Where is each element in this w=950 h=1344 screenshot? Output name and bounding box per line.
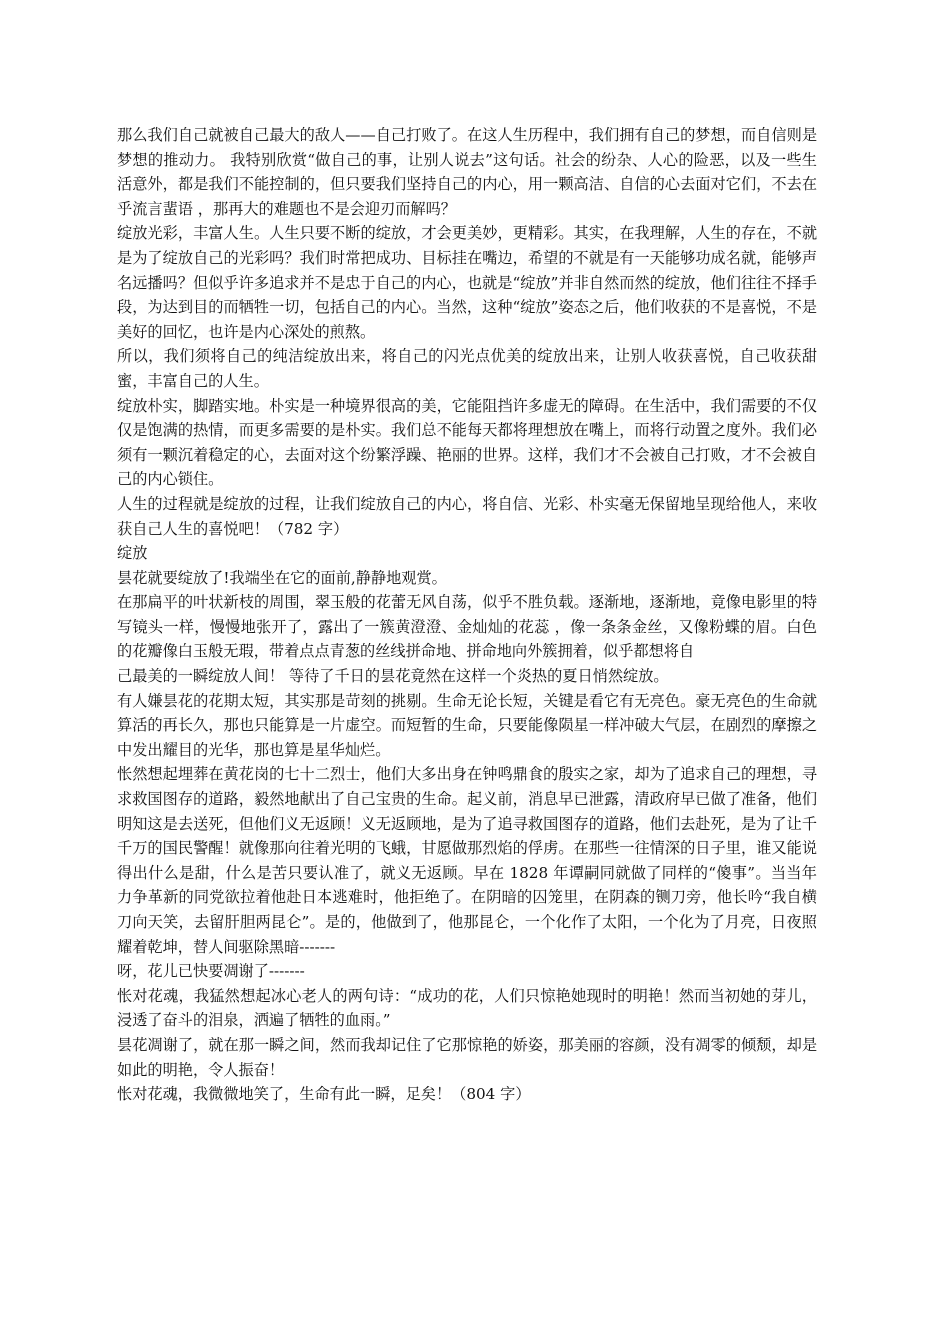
paragraph-huanghuagang-martyrs: 怅然想起埋葬在黄花岗的七十二烈士，他们大多出身在钟鸣鼎食的殷实之家，却为了追求自己的理想，寻求救国图存的道路，毅然地献出了自己宝贵的生命。起义前，消息早已泄露，清政府早已做了准备，他们明知这是去送死，但他们义无返顾！义无返顾地，是为了追寻救国图存的道路，他们去赴死，是为了让千千万的国民警醒！就像那向往着光明的飞蛾，甘愿做那烈焰的俘虏。在那些一往情深的日子里，谁又能说得出什么是甜，什么是苦只要认准了，就义无返顾。早在 1828 年谭嗣同就做了同样的“傻事”。当当年力争革新的同党欲拉着他赴日本逃难时，他拒绝了。在阴暗的囚笼里，在阴森的铡刀旁，他长吟“我自横刀向天笑，去留肝胆两昆仑”。是的，他做到了，他那昆仑，一个化作了太阳，一个化为了月亮，日夜照耀着乾坤，替人间驱除黑暗------- <box>117 765 817 956</box>
paragraph-life-brightness: 有人嫌昙花的花期太短，其实那是苛刻的挑剔。生命无论长短，关键是看它有无亮色。豪无亮色的生命就算活的再长久，那也只能算是一片虚空。而短暂的生命，只要能像陨星一样冲破大气层，在剧烈的摩擦之中发出耀目的光华，那也算是星华灿烂。 <box>117 691 817 759</box>
paragraph-flower-withered: 昙花凋谢了，就在那一瞬之间，然而我却记住了它那惊艳的娇姿，那美丽的容颜，没有凋零的倾颓，却是如此的明艳，令人振奋！ <box>117 1035 817 1079</box>
paragraph-flower-withering: 呀，花儿已快要凋谢了------- <box>117 962 305 981</box>
paragraph-epiphyllum-opening: 昙花就要绽放了!我端坐在它的面前,静静地观赏。 <box>117 568 447 587</box>
paragraph-conclusion-804: 怅对花魂，我微微地笑了，生命有此一瞬，足矣！（804 字） <box>117 1085 531 1104</box>
paragraph-conclusion-782: 人生的过程就是绽放的过程，让我们绽放自己的内心，将自信、光彩、朴实毫无保留地呈现给他人，来收获自己人生的喜悦吧！（782 字） <box>117 494 817 538</box>
paragraph-bud-description: 在那扁平的叶状新枝的周围，翠玉般的花蕾无风自荡，似乎不胜负载。逐渐地，逐渐地，竟像电影里的特写镜头一样，慢慢地张开了，露出了一簇黄澄澄、金灿灿的花蕊 ，像一条条金丝，又像粉蝶的眉。白色的花瓣像白玉般无瑕，带着点点青葱的丝线拼命地、拼命地向外簇拥着，似乎都想将自 <box>117 593 817 661</box>
paragraph-bloom-moment: 己最美的一瞬绽放人间！ 等待了千日的昙花竟然在这样一个炎热的夏日悄然绽放。 <box>117 667 669 686</box>
paragraph-bloom-brilliance: 绽放光彩，丰富人生。人生只要不断的绽放，才会更美妙，更精彩。其实，在我理解，人生的存在，不就是为了绽放自己的光彩吗？我们时常把成功、目标挂在嘴边，希望的不就是有一天能够功成名就，能够声名远播吗？但似乎许多追求并不是忠于自己的内心，也就是“绽放”并非自然而然的绽放，他们往往不择手段，为达到目的而牺牲一切，包括自己的内心。当然，这种“绽放”姿态之后，他们收获的不是喜悦，不是美好的回忆，也许是内心深处的煎熬。 <box>117 224 817 341</box>
paragraph-bingxin-poem: 怅对花魂，我猛然想起冰心老人的两句诗：“成功的花，人们只惊艳她现时的明艳！然而当初她的芽儿，浸透了奋斗的泪泉，洒遍了牺牲的血雨。” <box>117 986 817 1030</box>
essay-title-bloom: 绽放 <box>117 544 148 563</box>
paragraph-dream-confidence: 那么我们自己就被自己最大的敌人——自己打败了。在这人生历程中，我们拥有自己的梦想，而自信则是梦想的推动力。 我特别欣赏“做自己的事，让别人说去”这句话。社会的纷杂、人心的险恶，以及一些生活意外，都是我们不能控制的，但只要我们坚持自己的内心，用一颗高洁、自信的心去面对它们，不去在乎流言蜚语 ，那再大的难题也不是会迎刃而解吗？ <box>117 126 817 218</box>
paragraph-bloom-simplicity: 绽放朴实，脚踏实地。朴实是一种境界很高的美，它能阻挡许多虚无的障碍。在生活中，我们需要的不仅仅是饱满的热情，而更多需要的是朴实。我们总不能每天都将理想放在嘴上，而将行动置之度外。我们必须有一颗沉着稳定的心，去面对这个纷繁浮躁、艳丽的世界。这样，我们才不会被自己打败，才不会被自己的内心锁住。 <box>117 396 817 489</box>
document-body <box>117 123 817 1107</box>
paragraph-bloom-purity: 所以，我们须将自己的纯洁绽放出来，将自己的闪光点优美的绽放出来，让别人收获喜悦，自己收获甜蜜，丰富自己的人生。 <box>117 347 817 390</box>
